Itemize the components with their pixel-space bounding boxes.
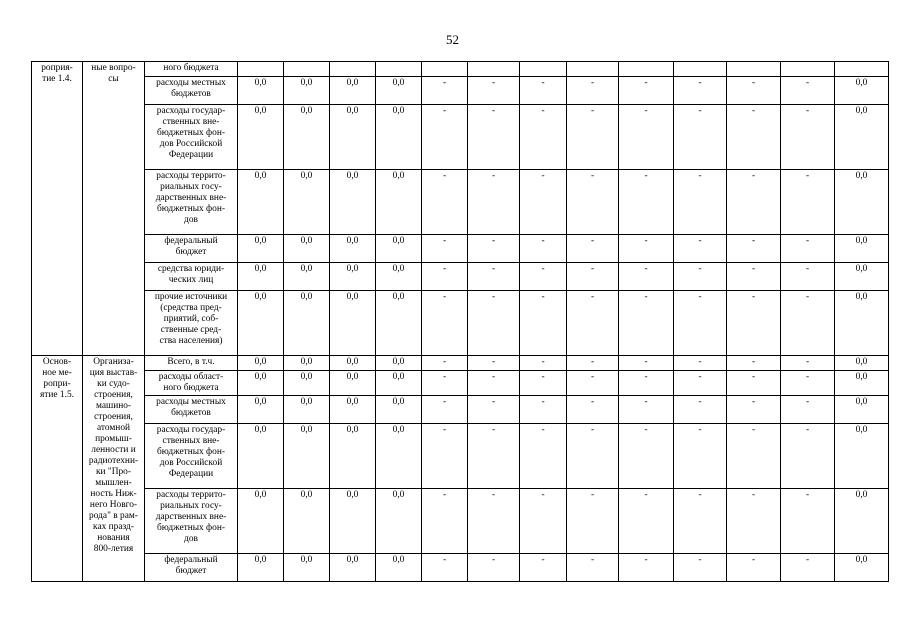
value-cell: 0,0 <box>238 356 284 371</box>
value-cell: 0,0 <box>835 291 889 356</box>
measure-name-cell <box>83 356 145 582</box>
value-cell: 0,0 <box>284 554 330 582</box>
value-cell <box>727 62 781 77</box>
funding-source-cell <box>145 77 238 105</box>
value-cell: - <box>422 77 468 105</box>
value-cell: 0,0 <box>284 291 330 356</box>
funding-source-cell <box>145 263 238 291</box>
value-cell: - <box>619 235 674 263</box>
funding-source-label: прочие источники (средства пред- приятий, соб- ственные сред- ства населения) <box>154 292 228 346</box>
value-cell <box>238 62 284 77</box>
value-cell: - <box>781 489 835 554</box>
value-cell: - <box>468 235 520 263</box>
value-cell: - <box>468 170 520 235</box>
value-cell: 0,0 <box>238 235 284 263</box>
value-cell: - <box>567 396 619 424</box>
value-cell: - <box>468 554 520 582</box>
value-cell: 0,0 <box>284 170 330 235</box>
value-cell: - <box>567 489 619 554</box>
measure-name-label: ные вопро- сы <box>91 63 136 84</box>
value-cell: 0,0 <box>284 424 330 489</box>
value-cell: - <box>727 554 781 582</box>
table-row <box>32 396 889 424</box>
value-cell: - <box>727 371 781 396</box>
value-cell: - <box>674 105 727 170</box>
value-cell: - <box>674 371 727 396</box>
funding-source-cell <box>145 170 238 235</box>
value-cell: - <box>619 489 674 554</box>
value-cell: 0,0 <box>330 371 376 396</box>
funding-source-label: Всего, в т.ч. <box>167 357 215 367</box>
value-cell: - <box>520 263 567 291</box>
table-row <box>32 356 889 371</box>
value-cell: - <box>727 170 781 235</box>
value-cell: - <box>781 424 835 489</box>
value-cell: - <box>468 356 520 371</box>
funding-source-cell <box>145 356 238 371</box>
value-cell: 0,0 <box>376 170 422 235</box>
value-cell: 0,0 <box>284 396 330 424</box>
value-cell: - <box>520 356 567 371</box>
funding-source-cell <box>145 291 238 356</box>
value-cell: - <box>674 489 727 554</box>
value-cell <box>835 62 889 77</box>
table-row <box>32 235 889 263</box>
value-cell: 0,0 <box>835 235 889 263</box>
value-cell: - <box>520 489 567 554</box>
value-cell: - <box>422 396 468 424</box>
value-cell <box>674 62 727 77</box>
value-cell: 0,0 <box>835 77 889 105</box>
value-cell: 0,0 <box>238 263 284 291</box>
value-cell: 0,0 <box>835 489 889 554</box>
value-cell: - <box>468 291 520 356</box>
value-cell: - <box>619 371 674 396</box>
value-cell: 0,0 <box>330 235 376 263</box>
value-cell: 0,0 <box>376 356 422 371</box>
value-cell: - <box>422 170 468 235</box>
value-cell: - <box>781 371 835 396</box>
value-cell: - <box>727 356 781 371</box>
value-cell: - <box>567 170 619 235</box>
table-row <box>32 424 889 489</box>
value-cell: - <box>781 263 835 291</box>
value-cell: 0,0 <box>835 424 889 489</box>
value-cell: - <box>567 356 619 371</box>
measure-label: Основ- ное ме- ропри- ятие 1.5. <box>40 357 74 400</box>
funding-source-label: федеральный бюджет <box>164 236 218 257</box>
value-cell <box>376 62 422 77</box>
value-cell: - <box>567 77 619 105</box>
value-cell: - <box>520 105 567 170</box>
value-cell: 0,0 <box>238 371 284 396</box>
value-cell: 0,0 <box>330 489 376 554</box>
value-cell: - <box>781 396 835 424</box>
value-cell: - <box>619 396 674 424</box>
value-cell: - <box>674 396 727 424</box>
value-cell: - <box>781 77 835 105</box>
value-cell: - <box>520 77 567 105</box>
value-cell <box>422 62 468 77</box>
value-cell: - <box>520 291 567 356</box>
value-cell: 0,0 <box>330 291 376 356</box>
measure-cell <box>32 62 83 356</box>
value-cell: - <box>674 554 727 582</box>
value-cell: - <box>468 77 520 105</box>
table-row <box>32 62 889 77</box>
value-cell: 0,0 <box>835 356 889 371</box>
value-cell: 0,0 <box>238 77 284 105</box>
value-cell: 0,0 <box>284 356 330 371</box>
value-cell: - <box>567 291 619 356</box>
funding-source-label: расходы местных бюджетов <box>156 397 226 418</box>
value-cell: 0,0 <box>238 291 284 356</box>
value-cell: - <box>727 77 781 105</box>
value-cell: - <box>619 554 674 582</box>
value-cell: 0,0 <box>330 77 376 105</box>
value-cell: - <box>619 291 674 356</box>
table-row <box>32 489 889 554</box>
value-cell: - <box>567 554 619 582</box>
value-cell: - <box>674 77 727 105</box>
value-cell: 0,0 <box>376 396 422 424</box>
value-cell: 0,0 <box>238 554 284 582</box>
value-cell: 0,0 <box>284 263 330 291</box>
value-cell <box>520 62 567 77</box>
value-cell: 0,0 <box>238 489 284 554</box>
table-row <box>32 263 889 291</box>
funding-source-cell <box>145 554 238 582</box>
value-cell: - <box>727 105 781 170</box>
value-cell: 0,0 <box>835 263 889 291</box>
value-cell: 0,0 <box>376 105 422 170</box>
value-cell: - <box>674 291 727 356</box>
value-cell: - <box>422 424 468 489</box>
value-cell: - <box>727 489 781 554</box>
value-cell: - <box>781 170 835 235</box>
value-cell: 0,0 <box>238 170 284 235</box>
value-cell: 0,0 <box>835 371 889 396</box>
funding-source-label: расходы государ- ственных вне- бюджетных фон- дов Российской Федерации <box>156 425 226 479</box>
funding-source-cell <box>145 105 238 170</box>
funding-source-label: расходы террито- риальных госу- дарственных вне- бюджетных фон- дов <box>155 490 227 544</box>
value-cell: 0,0 <box>330 424 376 489</box>
value-cell: - <box>567 263 619 291</box>
value-cell: 0,0 <box>238 105 284 170</box>
value-cell: - <box>727 396 781 424</box>
value-cell: 0,0 <box>330 105 376 170</box>
value-cell: - <box>674 170 727 235</box>
value-cell: 0,0 <box>376 554 422 582</box>
value-cell <box>284 62 330 77</box>
value-cell: - <box>468 105 520 170</box>
funding-source-cell <box>145 396 238 424</box>
value-cell: - <box>727 235 781 263</box>
value-cell: 0,0 <box>284 105 330 170</box>
value-cell: - <box>422 291 468 356</box>
table-row <box>32 170 889 235</box>
funding-source-label: средства юриди- ческих лиц <box>157 264 225 285</box>
value-cell <box>781 62 835 77</box>
value-cell: 0,0 <box>284 371 330 396</box>
value-cell: - <box>619 105 674 170</box>
value-cell: - <box>422 356 468 371</box>
value-cell: - <box>520 170 567 235</box>
value-cell: - <box>674 424 727 489</box>
table-row <box>32 554 889 582</box>
value-cell: - <box>422 235 468 263</box>
funding-source-cell <box>145 424 238 489</box>
value-cell: - <box>468 263 520 291</box>
value-cell: 0,0 <box>376 263 422 291</box>
value-cell <box>468 62 520 77</box>
value-cell: - <box>727 424 781 489</box>
value-cell: - <box>422 105 468 170</box>
value-cell: - <box>781 105 835 170</box>
page-number: 52 <box>446 32 459 47</box>
funding-source-label: расходы област- ного бюджета <box>158 372 224 393</box>
value-cell: 0,0 <box>330 396 376 424</box>
value-cell: 0,0 <box>238 396 284 424</box>
value-cell: - <box>468 396 520 424</box>
value-cell: 0,0 <box>284 489 330 554</box>
value-cell: - <box>520 235 567 263</box>
value-cell: - <box>727 263 781 291</box>
funding-source-label: расходы местных бюджетов <box>156 78 226 99</box>
value-cell: - <box>781 235 835 263</box>
value-cell: - <box>520 371 567 396</box>
value-cell: 0,0 <box>238 424 284 489</box>
value-cell: - <box>619 77 674 105</box>
funding-source-label: расходы государ- ственных вне- бюджетных фон- дов Российской Федерации <box>156 106 226 160</box>
funding-source-cell <box>145 235 238 263</box>
value-cell: 0,0 <box>330 263 376 291</box>
value-cell: - <box>567 424 619 489</box>
funding-source-label: ного бюджета <box>163 63 219 73</box>
value-cell: 0,0 <box>376 291 422 356</box>
value-cell: 0,0 <box>330 170 376 235</box>
value-cell: - <box>520 396 567 424</box>
value-cell: - <box>520 424 567 489</box>
value-cell: - <box>422 554 468 582</box>
funding-source-label: расходы террито- риальных госу- дарственных вне- бюджетных фон- дов <box>155 171 227 225</box>
value-cell: 0,0 <box>330 554 376 582</box>
table-row <box>32 371 889 396</box>
value-cell <box>567 62 619 77</box>
value-cell: 0,0 <box>835 554 889 582</box>
value-cell: - <box>422 371 468 396</box>
value-cell <box>330 62 376 77</box>
value-cell: - <box>520 554 567 582</box>
value-cell: 0,0 <box>330 356 376 371</box>
funding-source-cell <box>145 489 238 554</box>
measure-name-label: Организа- ция выстав- ки судо- строения, машино- строения, атомной промыш- ленности и радиотехни- ки "Про- мышлен- ность Ниж- него Новго- рода" в рам- ках празд- нования 800-летия <box>88 357 139 554</box>
value-cell: 0,0 <box>284 77 330 105</box>
measure-label: роприя- тие 1.4. <box>41 63 73 84</box>
value-cell: - <box>468 371 520 396</box>
table-row <box>32 291 889 356</box>
value-cell: - <box>422 489 468 554</box>
value-cell: - <box>468 424 520 489</box>
table-row <box>32 77 889 105</box>
value-cell: - <box>727 291 781 356</box>
table-body <box>32 62 889 582</box>
measure-cell <box>32 356 83 582</box>
funding-source-label: федеральный бюджет <box>164 555 218 576</box>
value-cell: 0,0 <box>376 371 422 396</box>
value-cell: 0,0 <box>835 396 889 424</box>
value-cell: - <box>781 291 835 356</box>
value-cell: 0,0 <box>284 235 330 263</box>
value-cell: 0,0 <box>835 105 889 170</box>
value-cell: 0,0 <box>376 235 422 263</box>
value-cell <box>619 62 674 77</box>
value-cell: - <box>674 235 727 263</box>
funding-source-cell <box>145 62 238 77</box>
value-cell: - <box>674 356 727 371</box>
value-cell: 0,0 <box>376 424 422 489</box>
funding-source-cell <box>145 371 238 396</box>
value-cell: - <box>781 356 835 371</box>
value-cell: - <box>619 263 674 291</box>
measure-name-cell <box>83 62 145 356</box>
value-cell: - <box>567 235 619 263</box>
value-cell: - <box>781 554 835 582</box>
value-cell: 0,0 <box>376 489 422 554</box>
value-cell: 0,0 <box>376 77 422 105</box>
value-cell: - <box>674 263 727 291</box>
value-cell: - <box>619 170 674 235</box>
value-cell: - <box>619 424 674 489</box>
value-cell: - <box>567 371 619 396</box>
value-cell: - <box>567 105 619 170</box>
value-cell: - <box>468 489 520 554</box>
value-cell: - <box>422 263 468 291</box>
value-cell: - <box>619 356 674 371</box>
table-row <box>32 105 889 170</box>
budget-table <box>31 61 889 582</box>
value-cell: 0,0 <box>835 170 889 235</box>
